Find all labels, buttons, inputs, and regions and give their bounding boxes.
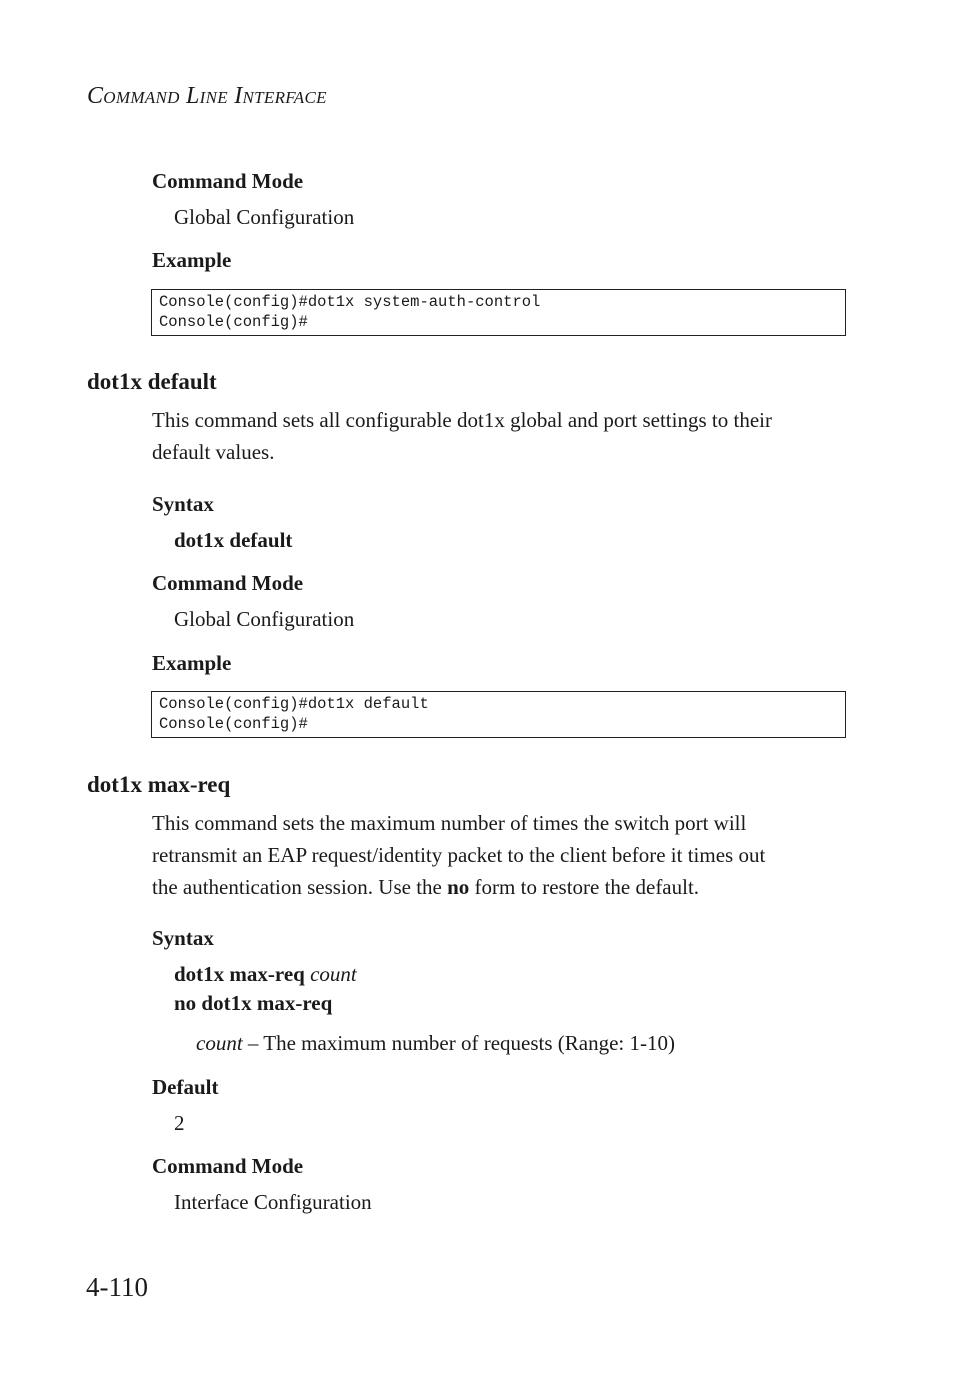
command-mode-heading: Command Mode xyxy=(152,169,304,193)
example-heading: Example xyxy=(152,651,232,675)
default-value: 2 xyxy=(174,1111,185,1135)
code-example xyxy=(151,289,846,336)
syntax-heading: Syntax xyxy=(152,492,214,516)
example-heading: Example xyxy=(152,248,232,272)
code-line: Console(config)#dot1x default xyxy=(159,695,429,713)
syntax-line xyxy=(174,962,357,987)
description-line: retransmit an EAP request/identity packet to the client before it times out xyxy=(152,843,766,867)
command-description xyxy=(152,807,852,903)
syntax-no-command: no dot1x max-req xyxy=(174,991,333,1015)
command-mode-value: Global Configuration xyxy=(174,607,355,631)
description-line: This command sets all configurable dot1x global and port settings to their xyxy=(152,408,772,432)
code-line: Console(config)# xyxy=(159,714,308,733)
command-mode-value: Interface Configuration xyxy=(174,1190,372,1214)
running-header: Command Line Interface xyxy=(87,83,327,109)
syntax-parameter: count xyxy=(310,962,357,986)
syntax-heading: Syntax xyxy=(152,926,214,950)
description-line xyxy=(152,871,852,903)
command-title: dot1x max-req xyxy=(87,772,231,797)
syntax-command: dot1x max-req xyxy=(174,962,305,986)
keyword-no: no xyxy=(447,875,470,899)
default-heading: Default xyxy=(152,1075,219,1099)
parameter-description xyxy=(196,1031,675,1056)
description-line: default values. xyxy=(152,440,275,464)
parameter-name: count xyxy=(196,1031,243,1055)
description-text: the authentication session. Use the xyxy=(152,875,448,899)
code-example xyxy=(151,691,846,738)
description-text: form to restore the default. xyxy=(469,875,700,899)
command-description xyxy=(152,404,852,468)
parameter-text: – The maximum number of requests (Range: 1-10) xyxy=(242,1031,676,1055)
syntax-command: dot1x default xyxy=(174,528,293,552)
command-title: dot1x default xyxy=(87,369,217,394)
description-line: This command sets the maximum number of times the switch port will xyxy=(152,811,747,835)
command-mode-heading: Command Mode xyxy=(152,571,304,595)
code-line: Console(config)#dot1x system-auth-control xyxy=(159,293,541,311)
command-mode-heading: Command Mode xyxy=(152,1154,304,1178)
code-line: Console(config)# xyxy=(159,312,308,331)
page-number: 4-110 xyxy=(86,1272,148,1302)
command-mode-value: Global Configuration xyxy=(174,205,355,229)
